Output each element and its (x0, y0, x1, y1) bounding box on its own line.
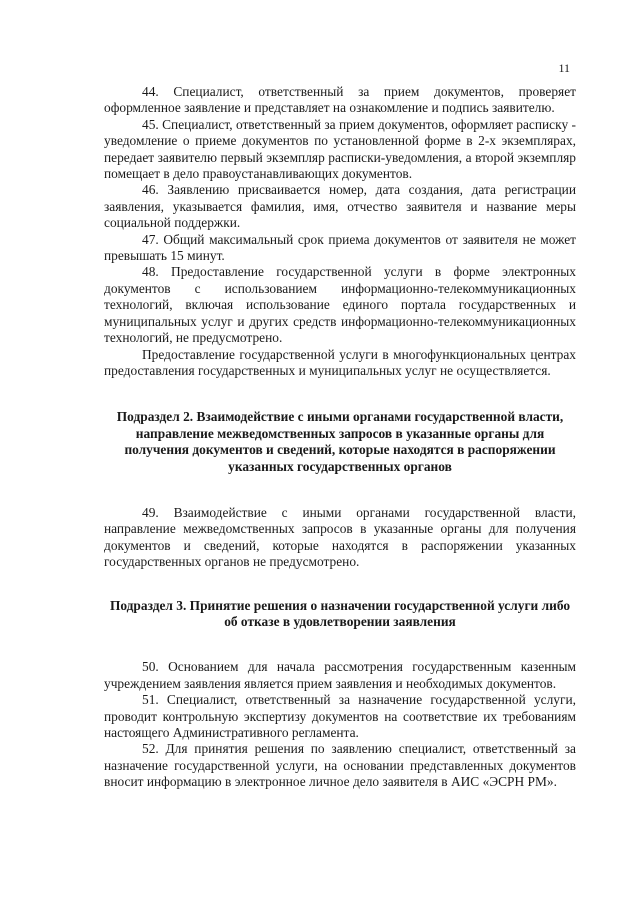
paragraph-52: 52. Для принятия решения по заявлению специалист, ответственный за назначение государственной услуги, на основании представленных документов вносит информацию в электронное личное дело заявителя в АИС «ЭСРН РМ». (104, 741, 576, 790)
paragraph-44: 44. Специалист, ответственный за прием документов, проверяет оформленное заявление и представляет на ознакомление и подпись заявителю. (104, 84, 576, 116)
paragraph-51: 51. Специалист, ответственный за назначение государственной услуги, проводит контрольную экспертизу документов на соответствие их требованиям настоящего Административного регламента. (104, 692, 576, 740)
paragraph-48-continuation: Предоставление государственной услуги в многофункциональных центрах предоставления государственных и муниципальных услуг не осуществляется. (104, 346, 576, 378)
subsection-2-heading: Подраздел 2. Взаимодействие с иными органами государственной власти, направление межведомственных запросов в указанные органы для получения документов и сведений, которые находятся в распоряжении указанных государственных органов (116, 409, 564, 474)
paragraph-50: 50. Основанием для начала рассмотрения государственным казенным учреждением заявления является прием заявления и необходимых документов. (104, 659, 576, 691)
subsection-3-heading: Подраздел 3. Принятие решения о назначении государственной услуги либо об отказе в удовлетворении заявления (109, 597, 571, 629)
page-number: 11 (558, 61, 570, 75)
paragraph-48: 48. Предоставление государственной услуги в форме электронных документов с использованием информационно-телекоммуникационных технологий, включая использование единого портала государственных и муниципальных услуг и других средств информационно-телекоммуникационных технологий, не предусмотрено. (104, 264, 576, 346)
document-body (104, 84, 576, 791)
paragraph-45: 45. Специалист, ответственный за прием документов, оформляет расписку - уведомление о приеме документов по установленной форме в 2-х экземплярах, передает заявителю первый экземпляр расписки-уведомления, а второй экземпляр помещает в дело правоустанавливающих документов. (104, 116, 576, 182)
paragraph-46: 46. Заявлению присваивается номер, дата создания, дата регистрации заявления, указывается фамилия, имя, отчество заявителя и название меры социальной поддержки. (104, 182, 576, 231)
paragraph-47: 47. Общий максимальный срок приема документов от заявителя не может превышать 15 минут. (104, 231, 576, 264)
paragraph-49: 49. Взаимодействие с иными органами государственной власти, направление межведомственных запросов в указанные органы для получения документов и сведений, которые находятся в распоряжении указанных государственных органов не предусмотрено. (104, 504, 576, 570)
